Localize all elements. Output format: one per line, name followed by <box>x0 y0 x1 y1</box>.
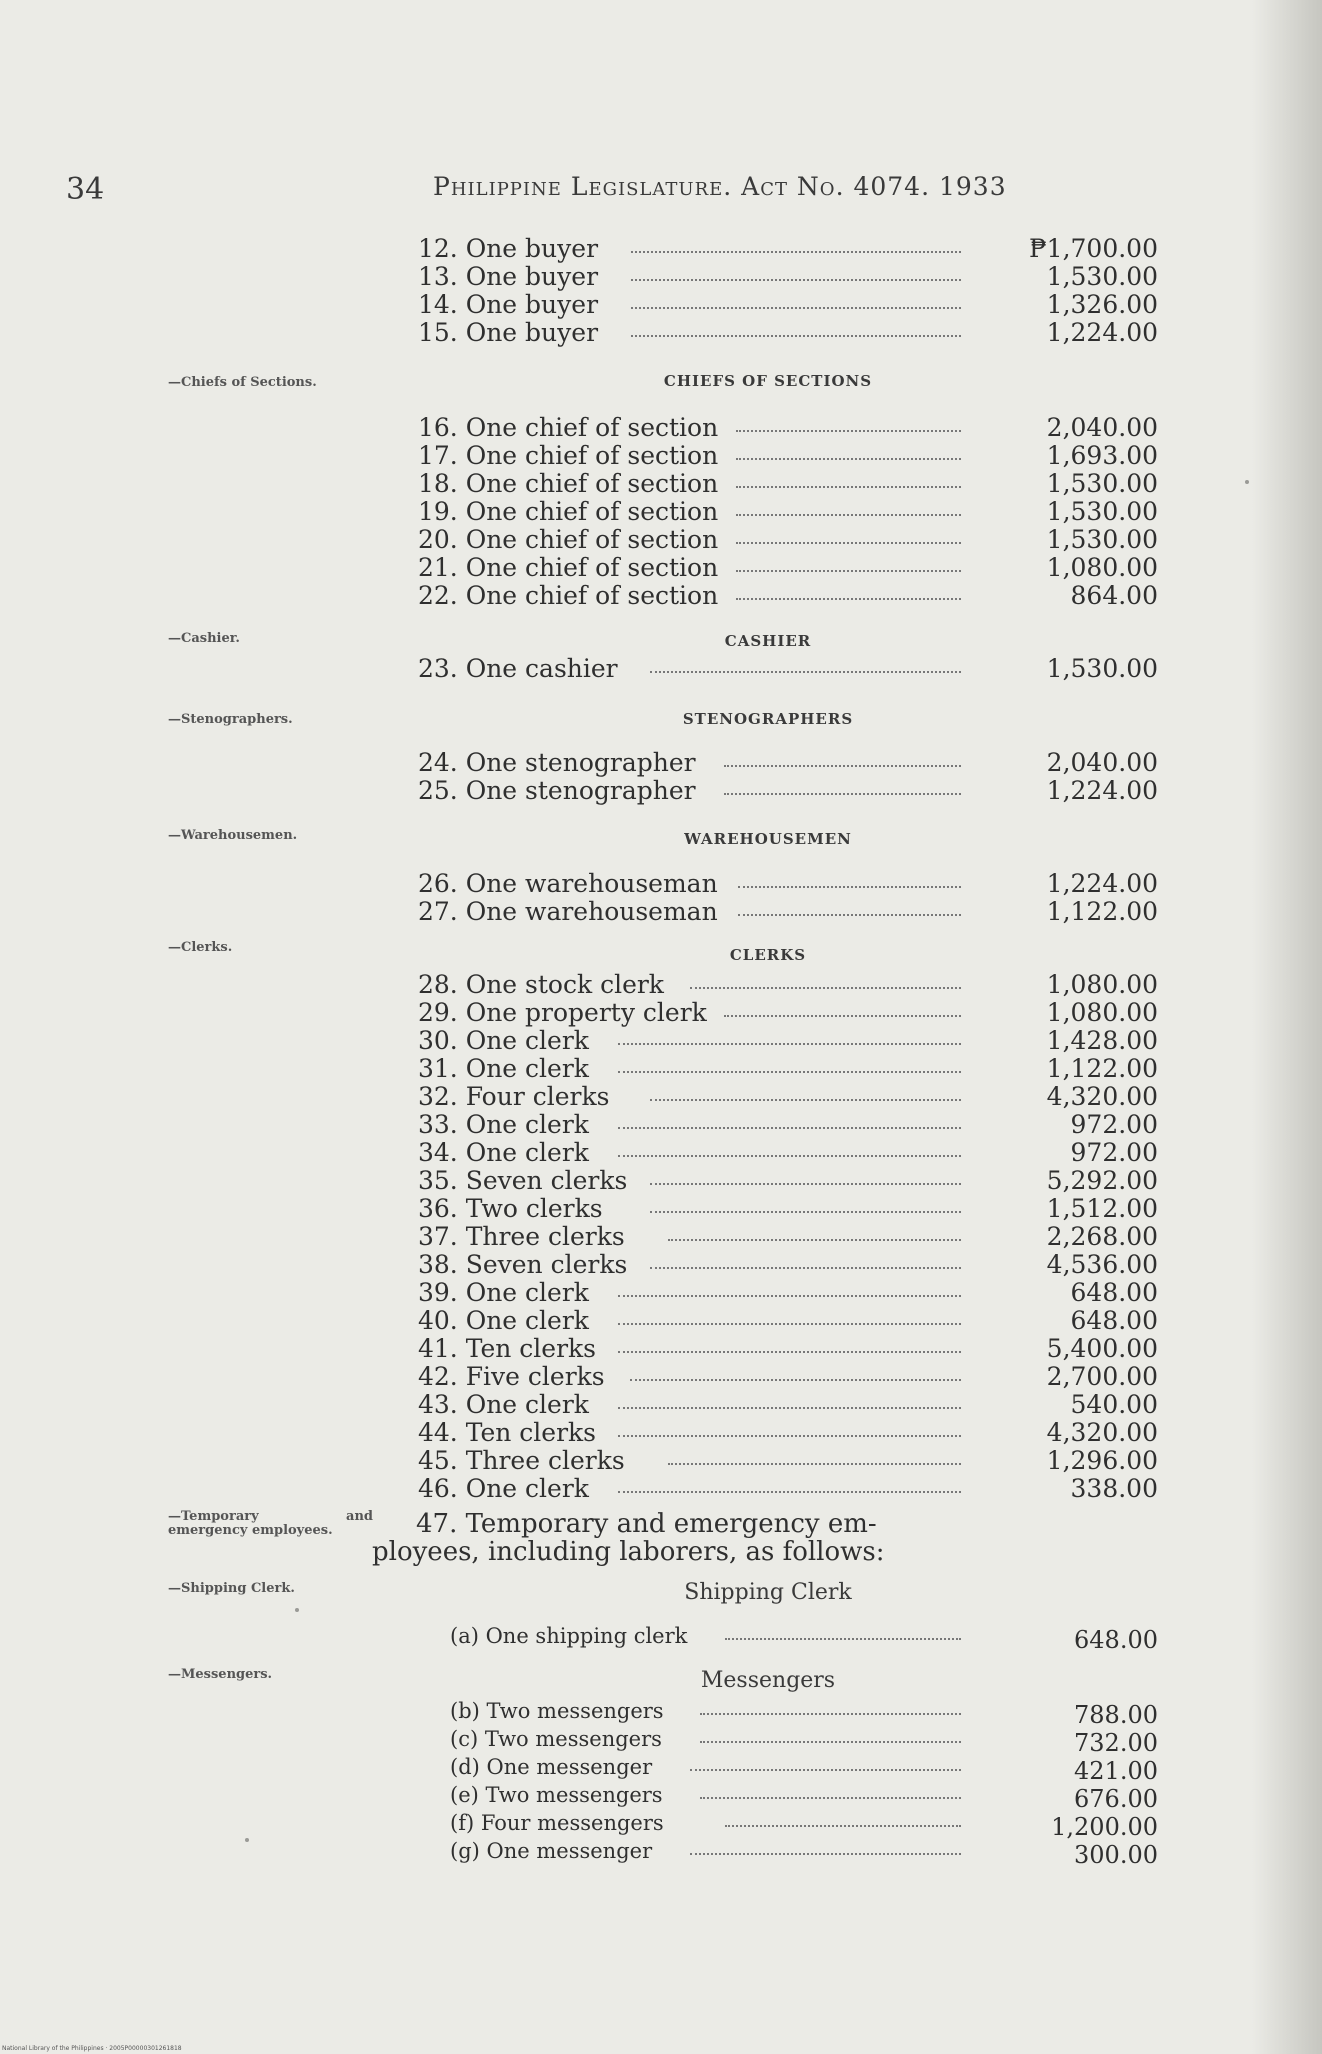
scan-credit: National Library of the Philippines · 2005P00000301261818 <box>2 2045 182 2052</box>
list-item <box>418 970 1158 1000</box>
amount: 1,530.00 <box>1046 497 1158 526</box>
side-note-emergency: emergency employees. <box>168 1523 333 1538</box>
amount: 1,122.00 <box>1046 897 1158 926</box>
dot-leader <box>736 430 961 432</box>
side-note-temporary-word: —Temporary <box>168 1509 259 1524</box>
item-text: 17. One chief of section <box>418 441 719 470</box>
dot-leader <box>724 793 961 795</box>
amount: 4,320.00 <box>1046 1418 1158 1447</box>
list-item <box>418 897 1158 927</box>
dot-leader <box>618 1155 961 1157</box>
dot-leader <box>736 542 961 544</box>
dot-leader <box>630 1379 961 1381</box>
dot-leader <box>650 671 961 673</box>
scan-speck <box>245 1838 249 1842</box>
dot-leader <box>618 1435 961 1437</box>
amount: 2,268.00 <box>1046 1222 1158 1251</box>
amount: 4,536.00 <box>1046 1250 1158 1279</box>
list-item <box>450 1697 1158 1729</box>
list-item <box>418 1194 1158 1224</box>
list-item <box>418 1082 1158 1112</box>
item-text: 42. Five clerks <box>418 1362 605 1391</box>
amount: 1,530.00 <box>1046 654 1158 683</box>
item-text: 14. One buyer <box>418 290 599 319</box>
section-heading-stenographers: STENOGRAPHERS <box>682 710 854 728</box>
list-item <box>418 654 1158 684</box>
list-item <box>450 1781 1158 1813</box>
item-text: 22. One chief of section <box>418 581 719 610</box>
amount: 2,040.00 <box>1046 413 1158 442</box>
list-item <box>418 413 1158 443</box>
item-text: (g) One messenger <box>450 1839 653 1863</box>
list-item <box>418 234 1158 264</box>
amount: 1,080.00 <box>1046 998 1158 1027</box>
list-item <box>418 262 1158 292</box>
dot-leader <box>725 1638 961 1640</box>
amount: 972.00 <box>1070 1138 1158 1167</box>
amount: 676.00 <box>1074 1785 1158 1813</box>
amount: 1,224.00 <box>1046 776 1158 805</box>
list-item <box>418 1054 1158 1084</box>
item-text: 26. One warehouseman <box>418 869 718 898</box>
item-text: 20. One chief of section <box>418 525 719 554</box>
item-text: 13. One buyer <box>418 262 599 291</box>
amount: ₱1,700.00 <box>1029 234 1158 263</box>
amount: 1,326.00 <box>1046 290 1158 319</box>
list-item <box>418 869 1158 899</box>
amount: 864.00 <box>1070 581 1158 610</box>
amount: 1,512.00 <box>1046 1194 1158 1223</box>
dot-leader <box>650 1267 961 1269</box>
list-item <box>418 469 1158 499</box>
item-text: 44. Ten clerks <box>418 1418 597 1447</box>
list-item <box>450 1837 1158 1869</box>
side-note-cashier: —Cashier. <box>168 631 240 646</box>
dot-leader <box>618 1351 961 1353</box>
item-text: 15. One buyer <box>418 318 599 347</box>
item-text: (e) Two messengers <box>450 1783 663 1807</box>
item-text: 29. One property clerk <box>418 998 707 1027</box>
item-text: 32. Four clerks <box>418 1082 610 1111</box>
dot-leader <box>631 279 961 281</box>
section-heading-shipping: Shipping Clerk <box>684 1580 852 1605</box>
side-note-warehousemen: —Warehousemen. <box>168 828 298 843</box>
amount: 1,080.00 <box>1046 970 1158 999</box>
item-text: 36. Two clerks <box>418 1194 603 1223</box>
amount: 1,296.00 <box>1046 1446 1158 1475</box>
dot-leader <box>700 1713 961 1715</box>
list-item <box>418 1390 1158 1420</box>
dot-leader <box>690 1853 961 1855</box>
dot-leader <box>736 570 961 572</box>
dot-leader <box>618 1407 961 1409</box>
amount: 338.00 <box>1070 1474 1158 1503</box>
amount: 2,700.00 <box>1046 1362 1158 1391</box>
amount: 788.00 <box>1074 1701 1158 1729</box>
list-item <box>418 1250 1158 1280</box>
item-text: 34. One clerk <box>418 1138 589 1167</box>
item-text: 25. One stenographer <box>418 776 696 805</box>
dot-leader <box>618 1071 961 1073</box>
dot-leader <box>618 1323 961 1325</box>
dot-leader <box>724 765 961 767</box>
dot-leader <box>736 486 961 488</box>
dot-leader <box>700 1797 961 1799</box>
side-note-chiefs: —Chiefs of Sections. <box>168 375 317 390</box>
amount: 5,292.00 <box>1046 1166 1158 1195</box>
item-text: 38. Seven clerks <box>418 1250 628 1279</box>
amount: 648.00 <box>1070 1278 1158 1307</box>
dot-leader <box>736 458 961 460</box>
list-item <box>418 497 1158 527</box>
section-heading-messengers: Messengers <box>700 1668 836 1693</box>
list-item <box>418 318 1158 348</box>
item-text: 31. One clerk <box>418 1054 589 1083</box>
list-item <box>418 1334 1158 1364</box>
list-item <box>418 1362 1158 1392</box>
amount: 1,224.00 <box>1046 318 1158 347</box>
running-head: Philippine Legislature. Act No. 4074. 1933 <box>433 172 1007 201</box>
item-text: 30. One clerk <box>418 1026 589 1055</box>
amount: 1,530.00 <box>1046 469 1158 498</box>
page-edge-shadow <box>1252 0 1322 2054</box>
page-number: 34 <box>66 172 105 207</box>
section-heading-chiefs: CHIEFS OF SECTIONS <box>663 372 873 390</box>
list-item <box>418 1110 1158 1140</box>
amount: 1,530.00 <box>1046 525 1158 554</box>
dot-leader <box>690 1769 961 1771</box>
amount: 1,428.00 <box>1046 1026 1158 1055</box>
dot-leader <box>725 1825 961 1827</box>
item-text: 43. One clerk <box>418 1390 589 1419</box>
scan-speck <box>295 1608 299 1612</box>
list-item <box>418 1306 1158 1336</box>
dot-leader <box>618 1491 961 1493</box>
list-item <box>418 441 1158 471</box>
list-item <box>418 1474 1158 1504</box>
item-text: 33. One clerk <box>418 1110 589 1139</box>
dot-leader <box>650 1099 961 1101</box>
list-item <box>418 1222 1158 1252</box>
item-text: 28. One stock clerk <box>418 970 664 999</box>
amount: 1,200.00 <box>1051 1813 1158 1841</box>
temporary-line-2: ployees, including laborers, as follows: <box>372 1537 885 1567</box>
list-item <box>418 581 1158 611</box>
item-text: 16. One chief of section <box>418 413 719 442</box>
dot-leader <box>650 1211 961 1213</box>
item-text: 24. One stenographer <box>418 748 696 777</box>
section-heading-clerks: CLERKS <box>729 946 807 964</box>
dot-leader <box>631 307 961 309</box>
list-item <box>418 1026 1158 1056</box>
dot-leader <box>724 1015 961 1017</box>
side-note-shipping: —Shipping Clerk. <box>168 1581 295 1596</box>
list-item <box>418 748 1158 778</box>
side-note-stenographers: —Stenographers. <box>168 712 293 727</box>
side-note-clerks: —Clerks. <box>168 940 233 955</box>
amount: 1,693.00 <box>1046 441 1158 470</box>
list-item <box>450 1753 1158 1785</box>
amount: 648.00 <box>1070 1306 1158 1335</box>
dot-leader <box>668 1463 961 1465</box>
dot-leader <box>700 1741 961 1743</box>
list-item <box>418 1138 1158 1168</box>
amount: 4,320.00 <box>1046 1082 1158 1111</box>
amount: 1,080.00 <box>1046 553 1158 582</box>
item-text: 12. One buyer <box>418 234 599 263</box>
item-text: 35. Seven clerks <box>418 1166 628 1195</box>
dot-leader <box>650 1183 961 1185</box>
amount: 648.00 <box>1074 1626 1158 1654</box>
item-text: 45. Three clerks <box>418 1446 625 1475</box>
dot-leader <box>736 598 961 600</box>
item-text: (a) One shipping clerk <box>450 1624 688 1648</box>
item-text: (c) Two messengers <box>450 1727 662 1751</box>
list-item <box>418 998 1158 1028</box>
temporary-line-1: 47. Temporary and emergency em- <box>416 1509 877 1539</box>
dot-leader <box>631 251 961 253</box>
dot-leader <box>631 335 961 337</box>
item-text: (d) One messenger <box>450 1755 653 1779</box>
amount: 1,122.00 <box>1046 1054 1158 1083</box>
dot-leader <box>618 1043 961 1045</box>
amount: 540.00 <box>1070 1390 1158 1419</box>
section-heading-warehousemen: WAREHOUSEMEN <box>684 830 852 848</box>
item-text: 27. One warehouseman <box>418 897 718 926</box>
item-text: 21. One chief of section <box>418 553 719 582</box>
item-text: 18. One chief of section <box>418 469 719 498</box>
amount: 732.00 <box>1074 1729 1158 1757</box>
dot-leader <box>668 1239 961 1241</box>
list-item <box>418 525 1158 555</box>
amount: 972.00 <box>1070 1110 1158 1139</box>
scan-speck <box>1245 480 1249 484</box>
list-item <box>450 1725 1158 1757</box>
amount: 1,530.00 <box>1046 262 1158 291</box>
dot-leader <box>690 987 961 989</box>
list-item <box>418 290 1158 320</box>
list-item <box>418 553 1158 583</box>
amount: 421.00 <box>1074 1757 1158 1785</box>
amount: 5,400.00 <box>1046 1334 1158 1363</box>
side-note-messengers: —Messengers. <box>168 1667 273 1682</box>
item-text: (b) Two messengers <box>450 1699 664 1723</box>
amount: 300.00 <box>1074 1841 1158 1869</box>
amount: 2,040.00 <box>1046 748 1158 777</box>
section-heading-cashier: CASHIER <box>724 632 812 650</box>
item-text: (f) Four messengers <box>450 1811 664 1835</box>
item-text: 40. One clerk <box>418 1306 589 1335</box>
list-item <box>450 1622 1158 1654</box>
item-text: 46. One clerk <box>418 1474 589 1503</box>
amount: 1,224.00 <box>1046 869 1158 898</box>
list-item <box>450 1809 1158 1841</box>
item-text: 23. One cashier <box>418 654 618 683</box>
list-item <box>418 1166 1158 1196</box>
dot-leader <box>618 1127 961 1129</box>
item-text: 37. Three clerks <box>418 1222 625 1251</box>
list-item <box>418 1418 1158 1448</box>
dot-leader <box>736 514 961 516</box>
list-item <box>418 1278 1158 1308</box>
side-note-and-word: and <box>346 1509 373 1524</box>
dot-leader <box>618 1295 961 1297</box>
side-note-temporary <box>168 1510 373 1538</box>
list-item <box>418 1446 1158 1476</box>
item-text: 19. One chief of section <box>418 497 719 526</box>
item-text: 41. Ten clerks <box>418 1334 597 1363</box>
dot-leader <box>738 914 961 916</box>
dot-leader <box>738 886 961 888</box>
list-item <box>418 776 1158 806</box>
item-text: 39. One clerk <box>418 1278 589 1307</box>
